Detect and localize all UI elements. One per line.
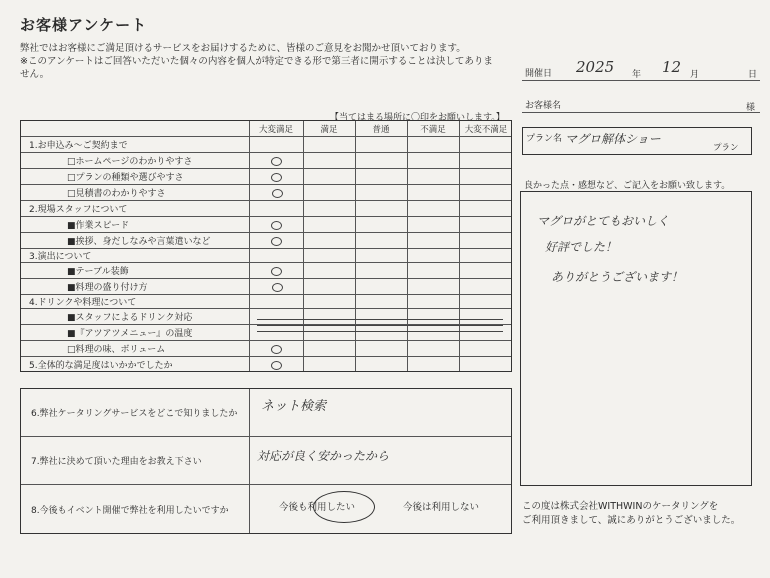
section-row [21,357,511,371]
intro-line: 弊社ではお客様にご満足頂けるサービスをお届けするために、皆様のご意見をお聞かせ頂いております。 [20,43,466,54]
item-label: ■挨拶、身だしなみや言葉遣いなど [67,237,211,247]
item-label: ■『アツアツメニュー』の温度 [67,329,193,339]
customer-name-label: お客様名 [525,101,562,111]
section-row [21,249,511,263]
comment-line: ありがとうございます！ [551,270,684,284]
question-row-6 [21,389,511,437]
thanks-line: ご利用頂きまして、誠にありがとうございました。 [522,515,741,526]
item-row [21,217,511,233]
item-label: □見積書のわかりやすさ [67,189,166,199]
thanks-message [522,500,740,528]
circle-mark [271,267,282,276]
date-month: 12 [662,58,682,76]
rating-header: 満足 [320,125,338,135]
option-yes: 今後も利用したい [279,502,356,513]
section-title: 5.全体的な満足度はいかかでしたか [29,360,173,371]
option-no: 今後は利用しない [403,502,480,513]
item-row [21,169,511,185]
circle-mark [271,173,282,182]
name-suffix: 様 [746,103,756,113]
selection-circle [313,491,375,523]
handwritten-answer: 対応が良く安かったから [257,449,390,463]
page-title: お客様アンケート [20,16,148,34]
handwritten-answer: ネット検索 [261,399,327,414]
year-unit: 年 [632,70,642,80]
plan-label: プラン名 [526,134,563,144]
strike-line [257,319,503,320]
item-row [21,233,511,249]
item-label: □プランの種類や選びやすさ [67,173,184,183]
item-row [21,309,511,325]
item-row [21,325,511,341]
item-row [21,185,511,201]
section-title: 1.お申込み～ご契約まで [29,141,128,151]
circle-mark [271,237,282,246]
question-row-7 [21,437,511,485]
item-label: ■スタッフによるドリンク対応 [67,313,193,323]
question-table [20,388,512,534]
question-label: 7.弊社に決めて頂いた理由をお教え下さい [31,457,202,467]
question-label: 8.今後もイベント開催で弊社を利用したいですか [31,505,229,516]
item-label: □ホームページのわかりやすさ [67,157,193,167]
strike-line [257,325,503,326]
section-title: 2.現場スタッフについて [29,205,128,215]
circle-mark [271,157,282,166]
circle-mark [272,189,283,198]
date-year: 2025 [576,58,615,76]
instruction-hint: 【当てはまる場所に〇印をお願いします。】 [330,113,505,123]
item-row [21,279,511,295]
thanks-line: この度は株式会社WITHWINのケータリングを [522,501,719,512]
circle-mark [271,361,282,370]
circle-mark [271,345,282,354]
question-row-8 [21,485,511,533]
rating-table [20,120,512,372]
comment-box [520,191,752,486]
item-row [21,341,511,357]
day-unit: 日 [748,70,758,80]
section-title: 3.演出について [29,252,92,262]
item-label: ■テーブル装飾 [67,267,129,277]
item-label: ■作業スピード [67,221,130,231]
circle-mark [271,221,282,230]
section-row [21,295,511,309]
section-row [21,137,511,153]
intro-text [20,42,510,81]
item-row [21,263,511,279]
intro-line: せん。 [20,69,50,80]
month-unit: 月 [690,70,700,80]
rating-header: 大変不満足 [464,125,508,135]
item-label: ■料理の盛り付け方 [67,283,148,293]
circle-mark [272,283,283,292]
strike-line [257,331,503,332]
rating-header: 大変満足 [258,125,293,135]
comment-label: 良かった点・感想など、ご記入をお願い致します。 [524,181,731,191]
plan-value: マグロ解体ショー [565,132,661,146]
rating-header: 不満足 [420,125,446,135]
comment-line: 好評でした！ [545,240,618,254]
rating-header: 普通 [372,125,390,135]
section-row [21,201,511,217]
item-row [21,153,511,169]
date-label: 開催日 [525,69,553,79]
intro-line: ※このアンケートはご回答いただいた個々の内容を個人が特定できる形で第三者に開示することは決してありま [20,56,493,67]
item-label: □料理の味、ボリューム [67,345,166,355]
plan-suffix: プラン [713,143,739,153]
section-title: 4.ドリンクや料理について [29,298,137,308]
question-label: 6.弊社ケータリングサービスをどこで知りましたか [31,409,238,419]
plan-box [522,127,752,155]
comment-line: マグロがとてもおいしく [537,214,670,228]
